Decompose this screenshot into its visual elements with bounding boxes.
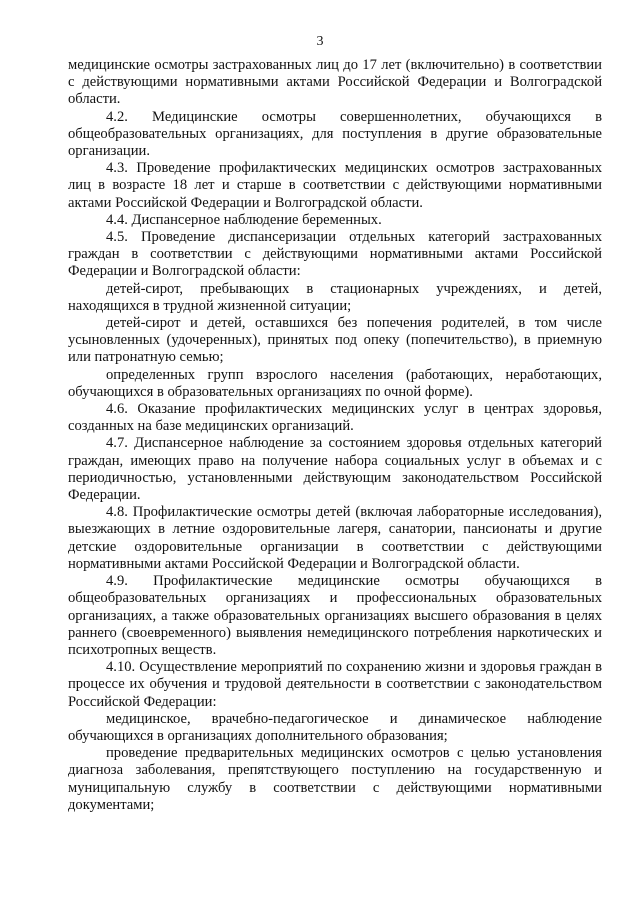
paragraph: детей-сирот, пребывающих в стационарных учреждениях, и детей, находящихся в трудной жизненной ситуации; — [68, 280, 602, 314]
paragraph: 4.7. Диспансерное наблюдение за состоянием здоровья отдельных категорий граждан, имеющих право на получение набора социальных услуг в объемах и с периодичностью, установленными действующим законодательством Российской Федерации. — [68, 435, 602, 504]
paragraph: детей-сирот и детей, оставшихся без попечения родителей, в том числе усыновленных (удочеренных), принятых под опеку (попечительство), в приемную или патронатную семью; — [68, 315, 602, 366]
paragraph: медицинское, врачебно-педагогическое и динамическое наблюдение обучающихся в организациях дополнительного образования; — [68, 710, 602, 744]
paragraph: 4.8. Профилактические осмотры детей (включая лабораторные исследования), выезжающих в летние оздоровительные лагеря, санатории, пансионаты и другие детские оздоровительные организации в соответствии с действующими нормативными актами Российской Федерации и Волгоградской области. — [68, 504, 602, 572]
paragraph: 4.3. Проведение профилактических медицинских осмотров застрахованных лиц в возрасте 18 лет и старше в соответствии с действующими нормативными актами Российской Федерации и Волгоградской области. — [68, 160, 602, 211]
paragraph: медицинские осмотры застрахованных лиц до 17 лет (включительно) в соответствии с действующими нормативными актами Российской Федерации и Волгоградской области. — [68, 57, 602, 108]
paragraph: 4.10. Осуществление мероприятий по сохранению жизни и здоровья граждан в процессе их обучения и трудовой деятельности в соответствии с законодательством Российской Федерации: — [68, 659, 602, 710]
paragraph: 4.4. Диспансерное наблюдение беременных. — [106, 211, 382, 228]
document-body — [68, 57, 602, 814]
paragraph: определенных групп взрослого населения (работающих, неработающих, обучающихся в образовательных организациях по очной форме). — [68, 366, 602, 400]
paragraph: 4.9. Профилактические медицинские осмотры обучающихся в общеобразовательных организациях и профессиональных образовательных организациях, а также образовательных организациях высшего образования в целях раннего (своевременного) выявления немедицинского потребления наркотических и психотропных веществ. — [68, 573, 602, 658]
paragraph: 4.5. Проведение диспансеризации отдельных категорий застрахованных граждан в соответствии с действующими нормативными актами Российской Федерации и Волгоградской области: — [68, 229, 602, 280]
page-number: 3 — [316, 34, 324, 49]
paragraph: 4.2. Медицинские осмотры совершеннолетних, обучающихся в общеобразовательных организациях, для поступления в другие образовательные организации. — [68, 108, 602, 160]
paragraph: проведение предварительных медицинских осмотров с целью установления диагноза заболевания, препятствующего поступлению на государственную и муниципальную службу в соответствии с действующими нормативными документами; — [68, 745, 602, 813]
paragraph: 4.6. Оказание профилактических медицинских услуг в центрах здоровья, созданных на базе медицинских организаций. — [68, 401, 602, 435]
